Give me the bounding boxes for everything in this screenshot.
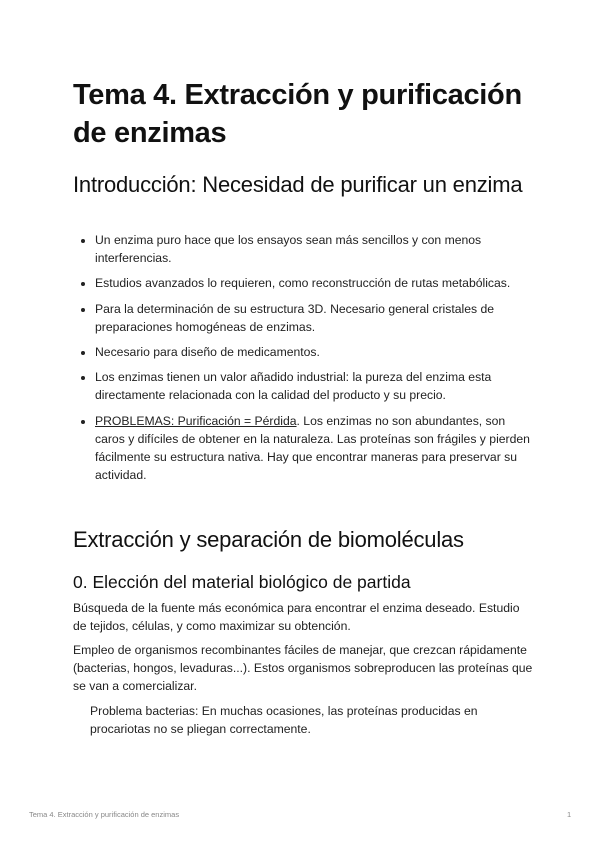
footer-title: Tema 4. Extracción y purificación de enzimas: [29, 810, 180, 819]
bullet-icon: [81, 351, 85, 355]
section-heading: Extracción y separación de biomoléculas: [73, 527, 464, 552]
subsection-heading: 0. Elección del material biológico de partida: [73, 572, 411, 592]
list-item: [73, 231, 533, 267]
bullet-icon: [81, 282, 85, 286]
intro-heading: Introducción: Necesidad de purificar un enzima: [73, 172, 523, 197]
list-item-text: Estudios avanzados lo requieren, como reconstrucción de rutas metabólicas.: [95, 276, 511, 291]
page-title: Tema 4. Extracción y purificación de enzimas: [73, 79, 522, 149]
list-item: [73, 368, 533, 404]
paragraph-recombinantes: Empleo de organismos recombinantes fáciles de manejar, que crezcan rápidamente (bacterias, hongos, levaduras...). Estos organismos sobreproducen las proteínas que se van a comercializar.: [73, 643, 533, 694]
bullet-icon: [81, 376, 85, 380]
problemas-label: PROBLEMAS: Purificación = Pérdida: [95, 413, 297, 428]
list-item: [73, 274, 533, 292]
list-item-text: Los enzimas tienen un valor añadido industrial: la pureza del enzima esta directamente relacionada con la calidad del producto y su precio.: [95, 370, 492, 403]
paragraph-problema-bacterias: Problema bacterias: En muchas ocasiones, las proteínas producidas en procariotas no se pliegan correctamente.: [90, 704, 478, 737]
list-item: [73, 343, 533, 361]
list-item-problemas: [73, 412, 533, 485]
paragraph-fuente: Búsqueda de la fuente más económica para encontrar el enzima deseado. Estudio de tejidos, células, y como maximizar su obtención.: [73, 601, 520, 634]
bullet-icon: [81, 420, 85, 424]
list-item-text: Un enzima puro hace que los ensayos sean más sencillos y con menos interferencias.: [95, 233, 482, 266]
list-item: [73, 300, 533, 336]
intro-bullet-list: [73, 231, 533, 491]
bullet-icon: [81, 308, 85, 312]
list-item-text: Para la determinación de su estructura 3D. Necesario general cristales de preparaciones homogéneas de enzimas.: [95, 301, 495, 334]
bullet-icon: [81, 239, 85, 243]
list-item-text: Necesario para diseño de medicamentos.: [95, 345, 320, 360]
footer-page-number: 1: [567, 810, 572, 819]
problemas-text: . Los enzimas no son abundantes, son caros y difíciles de obtener en la naturaleza. Las proteínas son frágiles y pierden fácilmente su estructura nativa. Hay que encontrar maneras para preservar su actividad.: [95, 413, 530, 483]
